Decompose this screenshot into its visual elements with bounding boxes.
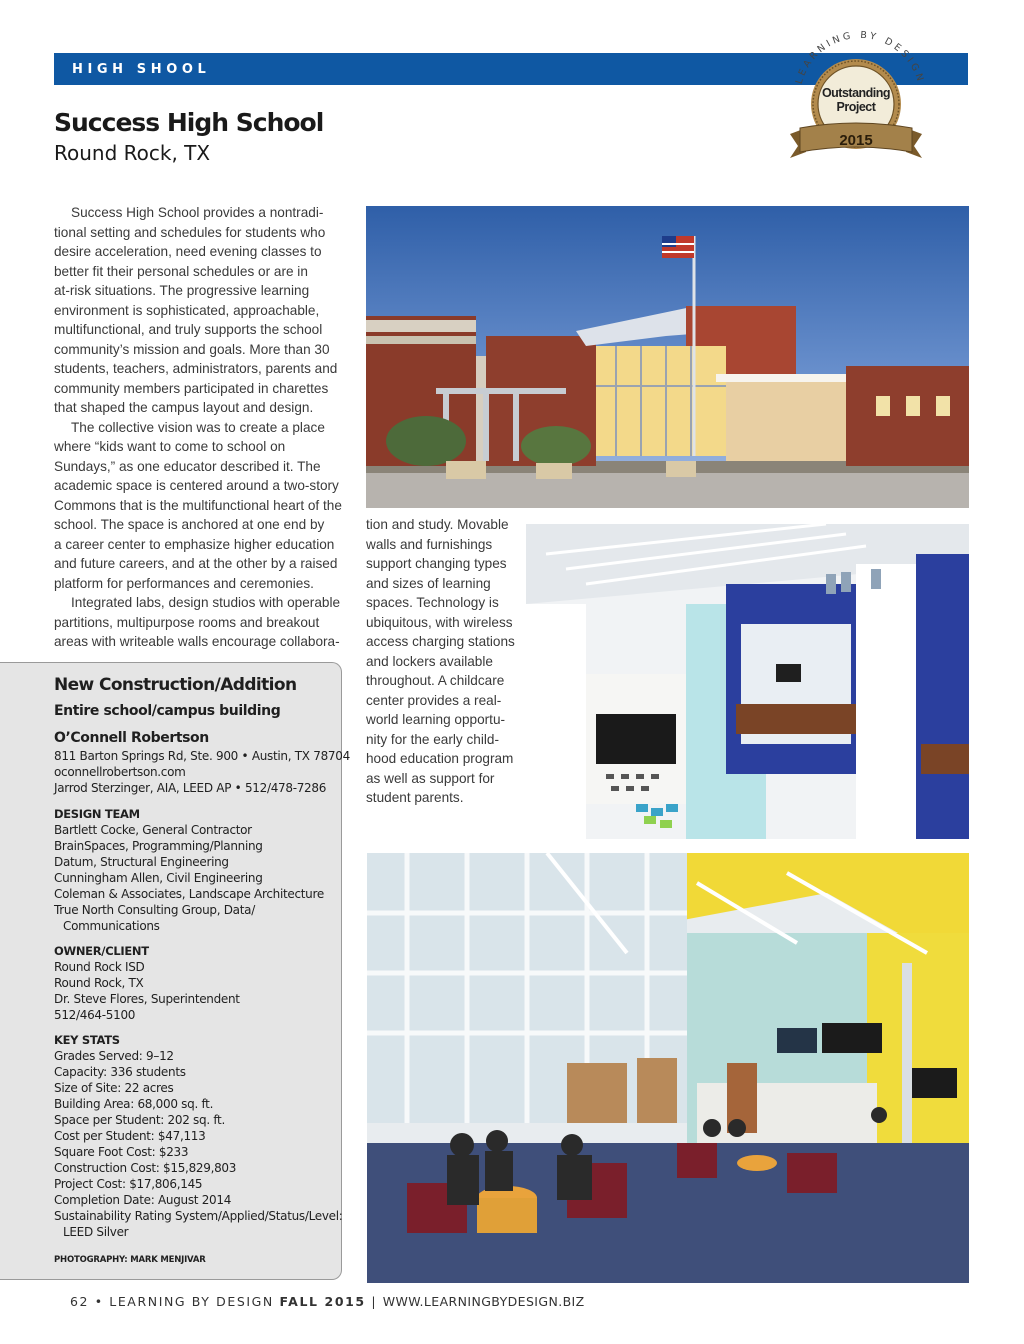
list-item: Completion Date: August 2014 [54,1193,232,1207]
list-item: True North Consulting Group, Data/ [54,903,255,917]
key-stats-list [54,1048,343,1240]
key-stats-label: KEY STATS [54,1033,120,1047]
sidebar-category: New Construction/Addition [54,675,297,695]
list-item: Building Area: 68,000 sq. ft. [54,1097,214,1111]
list-item: Space per Student: 202 sq. ft. [54,1113,225,1127]
page-number: 62 [70,1294,90,1309]
list-item: Capacity: 336 students [54,1065,186,1079]
list-item: Sustainability Rating System/Applied/Status/Level: [54,1209,343,1223]
firm-details [54,748,350,796]
magazine-name: LEARNING BY DESIGN [109,1294,274,1309]
badge-arc-text: LEARNING BY DESIGN [793,29,927,86]
list-item: Square Foot Cost: $233 [54,1145,189,1159]
design-team-label: DESIGN TEAM [54,807,140,821]
article-paragraph: Success High School provides a nontradi- tional setting and schedules for students who desire acceleration, need evening classes to better fit their personal schedules or are in at-risk situations. The progressive learning environment is sophisticated, approachable, multifunctional, and truly supports the school community’s mission and goals. More than 30 students, teachers, administrators, parents and community members participated in charettes that shaped the campus layout and design. [54,205,338,415]
atrium-photo [526,524,969,839]
list-item: Communications [63,919,160,933]
list-item: Round Rock ISD [54,960,145,974]
badge-year: 2015 [839,132,873,149]
article-paragraph: tion and study. Movable walls and furnishings support changing types and sizes of learning spaces. Technology is ubiquitous, with wireless access charging stations and lockers available throughout. A childcare center provides a real- world learning opportu- nity for the early child- hood education program as well as support for student parents. [366,517,515,805]
website-url: WWW.LEARNINGBYDESIGN.BIZ [382,1294,585,1309]
firm-website: oconnellrobertson.com [54,765,186,779]
article-paragraph: The collective vision was to create a place where “kids want to come to school on Sundays,” as one educator described it. The academic space is centered around a two-story Commons that is the multifunctional heart of the school. The space is anchored at one end by a career center to emphasize higher education and future careers, and at the other by a raised platform for performances and ceremonies. [54,419,342,591]
sidebar-scope: Entire school/campus building [54,703,281,719]
footer-separator: • [94,1294,104,1309]
commons-photo [367,853,969,1283]
list-item: LEED Silver [63,1225,129,1239]
page-title: Success High School [54,108,324,137]
page-subtitle: Round Rock, TX [54,141,211,165]
firm-contact: Jarrod Sterzinger, AIA, LEED AP • 512/478-7286 [54,781,327,795]
badge-line2: Project [836,100,876,114]
owner-label: OWNER/CLIENT [54,944,149,958]
list-item: Datum, Structural Engineering [54,855,229,869]
photo-credit: PHOTOGRAPHY: MARK MENJIVAR [54,1255,206,1265]
list-item: Cunningham Allen, Civil Engineering [54,871,263,885]
issue-label: FALL 2015 [279,1294,366,1309]
list-item: 512/464-5100 [54,1008,136,1022]
firm-name: O’Connell Robertson [54,730,209,746]
footer-separator: | [371,1294,378,1309]
article-column-2 [366,515,518,808]
section-label: HIGH SHOOL [72,62,211,77]
list-item: BrainSpaces, Programming/Planning [54,839,263,853]
list-item: Project Cost: $17,806,145 [54,1177,203,1191]
list-item: Construction Cost: $15,829,803 [54,1161,237,1175]
list-item: Bartlett Cocke, General Contractor [54,823,252,837]
list-item: Coleman & Associates, Landscape Architecture [54,887,324,901]
list-item: Size of Site: 22 acres [54,1081,174,1095]
firm-address: 811 Barton Springs Rd, Ste. 900 • Austin, TX 78704 [54,749,350,763]
article-column-1 [54,203,346,652]
design-team-list [54,822,324,934]
page-footer [70,1294,585,1309]
badge-line1: Outstanding [821,86,891,100]
owner-list [54,959,240,1023]
list-item: Grades Served: 9–12 [54,1049,174,1063]
article-paragraph: Integrated labs, design studios with operable partitions, multipurpose rooms and breakout areas with writeable walls encourage collabora- [54,595,341,649]
list-item: Round Rock, TX [54,976,144,990]
award-badge [780,22,940,174]
exterior-photo [366,206,969,508]
list-item: Dr. Steve Flores, Superintendent [54,992,240,1006]
list-item: Cost per Student: $47,113 [54,1129,206,1143]
